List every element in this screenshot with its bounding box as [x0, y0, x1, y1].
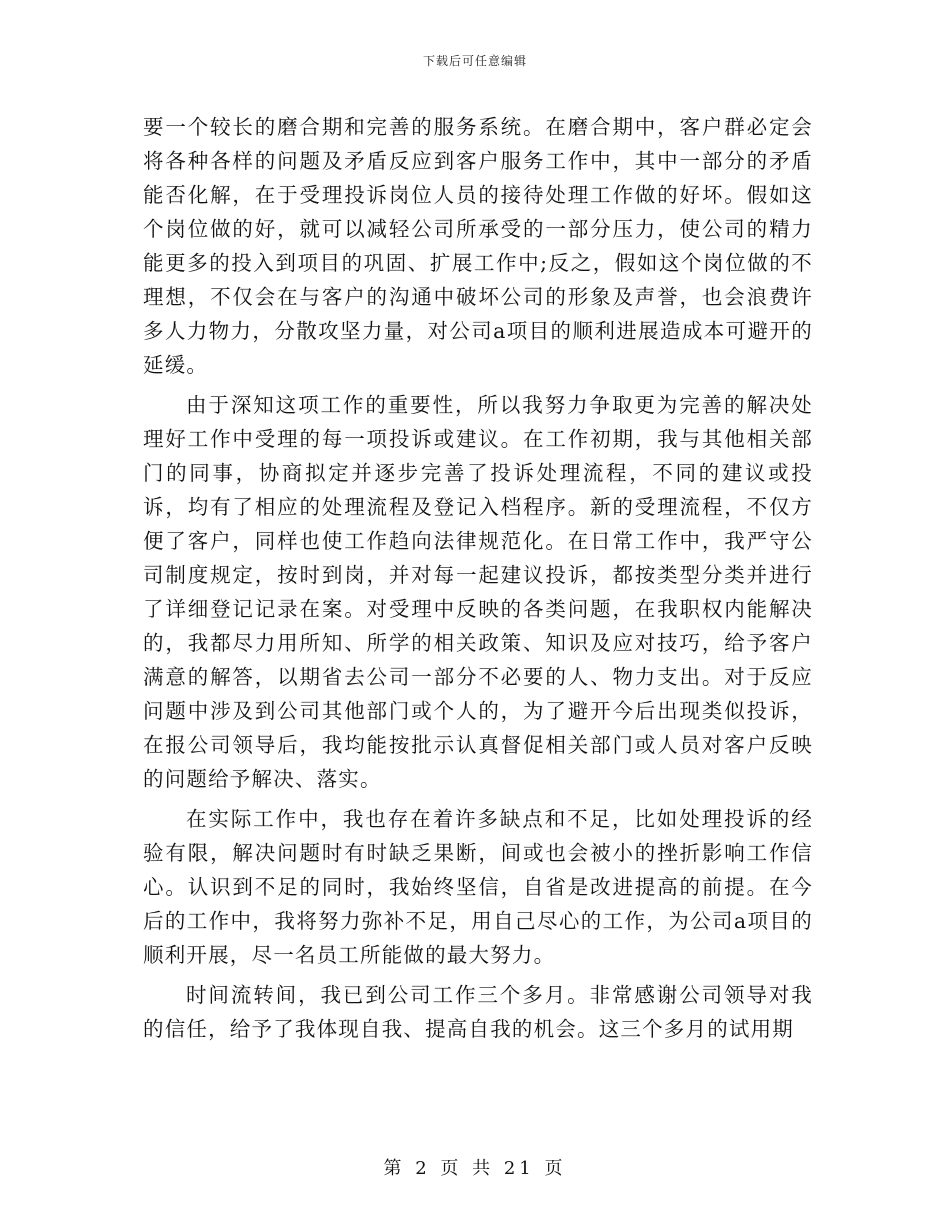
page-number-footer: 第 2 页 共 21 页: [383, 1158, 567, 1179]
document-body: [143, 110, 813, 1046]
paragraph-continuation: 要一个较长的磨合期和完善的服务系统。在磨合期中，客户群必定会将各种各样的问题及矛盾反应到客户服务工作中，其中一部分的矛盾能否化解，在于受理投诉岗位人员的接待处理工作做的好坏。假如这个岗位做的好，就可以减轻公司所承受的一部分压力，使公司的精力能更多的投入到项目的巩固、扩展工作中;反之，假如这个岗位做的不理想，不仅会在与客户的沟通中破坏公司的形象及声誉，也会浪费许多人力物力，分散攻坚力量，对公司a项目的顺利进展造成本可避开的延缓。: [143, 115, 813, 377]
paragraph-shortcomings: 在实际工作中，我也存在着许多缺点和不足，比如处理投诉的经验有限，解决问题时有时缺乏果断，间或也会被小的挫折影响工作信心。认识到不足的同时，我始终坚信，自省是改进提高的前提。在今后的工作中，我将努力弥补不足，用自己尽心的工作，为公司a项目的顺利开展，尽一名员工所能做的最大努力。: [143, 807, 813, 967]
page-header: 下载后可任意编辑: [422, 54, 527, 68]
paragraph-gratitude: 时间流转间，我已到公司工作三个多月。非常感谢公司领导对我的信任，给予了我体现自我、提高自我的机会。这三个多月的试用期: [143, 983, 813, 1041]
paragraph-work-importance: 由于深知这项工作的重要性，所以我努力争取更为完善的解决处理好工作中受理的每一项投诉或建议。在工作初期，我与其他相关部门的同事，协商拟定并逐步完善了投诉处理流程，不同的建议或投诉，均有了相应的处理流程及登记入档程序。新的受理流程，不仅方便了客户，同样也使工作趋向法律规范化。在日常工作中，我严守公司制度规定，按时到岗，并对每一起建议投诉，都按类型分类并进行了详细登记记录在案。对受理中反映的各类问题，在我职权内能解决的，我都尽力用所知、所学的相关政策、知识及应对技巧，给予客户满意的解答，以期省去公司一部分不必要的人、物力支出。对于反应问题中涉及到公司其他部门或个人的，为了避开今后出现类似投诉，在报公司领导后，我均能按批示认真督促相关部门或人员对客户反映的问题给予解决、落实。: [143, 393, 813, 791]
